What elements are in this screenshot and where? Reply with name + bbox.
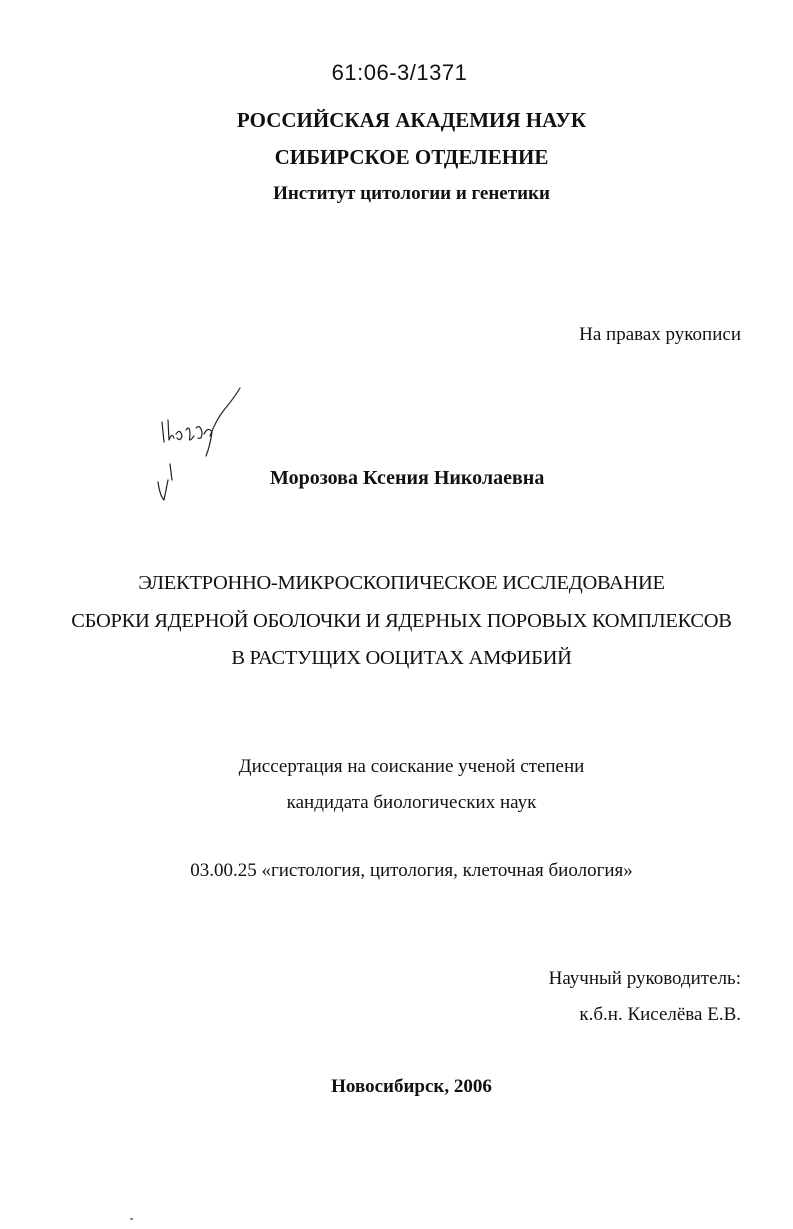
city-and-year: Новосибирск, 2006 — [331, 1076, 492, 1097]
organization-institute: Институт цитологии и генетики — [273, 183, 550, 204]
supervisor-name: к.б.н. Киселёва Е.В. — [579, 1004, 741, 1025]
degree-line-2: кандидата биологических наук — [286, 792, 537, 813]
manuscript-rights-note: На правах рукописи — [579, 324, 741, 345]
handwritten-signature — [150, 380, 250, 510]
archive-code: 61:06-3/1371 — [331, 60, 468, 85]
dissertation-title-line-3: В РАСТУЩИХ ООЦИТАХ АМФИБИЙ — [231, 647, 572, 669]
supervisor-label: Научный руководитель: — [548, 968, 741, 989]
dissertation-title-line-1: ЭЛЕКТРОННО-МИКРОСКОПИЧЕСКОЕ ИССЛЕДОВАНИЕ — [138, 572, 665, 594]
author-name: Морозова Ксения Николаевна — [270, 467, 545, 489]
specialty-code: 03.00.25 «гистология, цитология, клеточная биология» — [190, 860, 633, 881]
degree-line-1: Диссертация на соискание ученой степени — [238, 756, 585, 777]
dissertation-title-line-2: СБОРКИ ЯДЕРНОЙ ОБОЛОЧКИ И ЯДЕРНЫХ ПОРОВЫХ КОМПЛЕКСОВ — [71, 610, 732, 632]
organization-academy: РОССИЙСКАЯ АКАДЕМИЯ НАУК — [236, 108, 587, 132]
organization-branch: СИБИРСКОЕ ОТДЕЛЕНИЕ — [274, 145, 549, 169]
scan-speck — [130, 1218, 133, 1220]
